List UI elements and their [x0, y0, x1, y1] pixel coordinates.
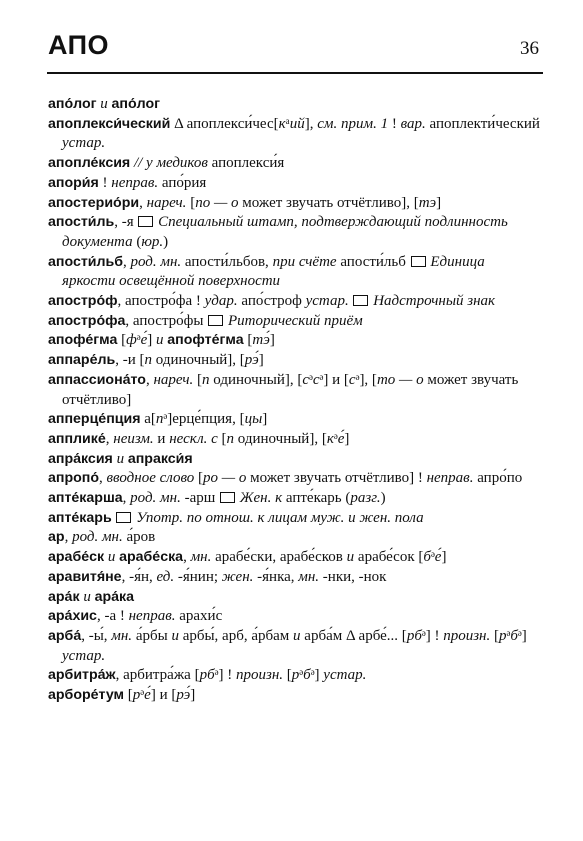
headword: арба́ — [48, 627, 82, 644]
dictionary-entry — [48, 686, 541, 706]
annotation-text: // у медиков — [130, 155, 212, 172]
entry-text: ] — [344, 430, 350, 447]
annotation-text: к — [278, 115, 286, 132]
entry-text: ! — [388, 115, 401, 132]
entry-text: , -я́н, — [121, 568, 157, 585]
annotation-text: то — о — [376, 371, 424, 388]
headword: ара́ка — [94, 588, 135, 605]
entry-text: апро́по — [473, 470, 523, 487]
annotation-text: ий — [289, 115, 305, 132]
entry-text: апо́строф — [237, 293, 306, 310]
entry-text: ] — [147, 332, 157, 349]
annotation-text: тэ́ — [252, 332, 270, 349]
entry-text: может звучать отчётливо], [ — [238, 194, 419, 211]
entry-text: одиночный], [ — [234, 430, 327, 447]
headword: апости́ль — [48, 214, 115, 231]
annotation-text: юр. — [141, 233, 164, 250]
entry-text: ], — [304, 115, 318, 132]
annotation-text: устар. — [62, 647, 106, 664]
headword: апори́я — [48, 174, 99, 191]
headword: аппаре́ль — [48, 352, 116, 369]
annotation-text: Жен. к — [236, 490, 283, 507]
annotation-text: разг. — [350, 490, 381, 507]
entry-text: [ — [186, 194, 196, 211]
entry-text: -арш — [180, 490, 220, 507]
annotation-text: удар. — [204, 293, 238, 310]
annotation-text: Употр. по отнош. к лицам муж. и жен. пола — [132, 509, 424, 526]
entry-text: , — [183, 549, 191, 566]
annotation-text: неизм. — [113, 430, 154, 447]
headword: аравитя́не — [48, 568, 122, 585]
entry-text: а́ров — [122, 529, 156, 546]
annotation-text: устар. — [62, 135, 106, 152]
entry-text: , — [105, 430, 114, 447]
entry-text: , — [99, 470, 107, 487]
definition-box-icon — [208, 315, 223, 326]
entry-text: арба́м Δ арбе́... [ — [300, 627, 407, 644]
annotation-text: п — [202, 371, 210, 388]
entry-text: , арбитра́жа [ — [115, 667, 200, 684]
dictionary-entry — [48, 489, 541, 509]
dictionary-entry — [48, 351, 541, 371]
entry-text: а[ — [140, 411, 156, 428]
entry-text: ] — [190, 687, 196, 704]
headword: апплике́ — [48, 430, 106, 447]
dictionary-entry — [48, 627, 541, 666]
entry-text: ᵊ] — [310, 667, 324, 684]
entry-text: , апостро́фы — [125, 312, 208, 329]
entry-text: [ — [490, 627, 499, 644]
annotation-text: и — [346, 549, 355, 566]
dictionary-entry — [48, 95, 541, 115]
header-rule — [47, 72, 543, 74]
annotation-text: и — [171, 627, 179, 644]
annotation-text: рб — [406, 627, 422, 644]
dictionary-entry — [48, 154, 541, 174]
dictionary-entry — [48, 548, 541, 568]
headword: арбитра́ж — [48, 667, 116, 684]
entry-text — [112, 510, 116, 526]
annotation-text: мн. — [298, 568, 320, 585]
dictionary-entry — [48, 115, 541, 154]
headword: апостерио́ри — [48, 194, 140, 211]
annotation-text: п — [144, 352, 152, 369]
annotation-text: р — [291, 667, 300, 684]
entry-text: [ — [193, 371, 203, 388]
annotation-text: с — [312, 371, 320, 388]
annotation-text: с — [302, 371, 310, 388]
annotation-text: п — [155, 411, 164, 428]
entry-text: [ — [117, 332, 127, 349]
entry-text: ! — [98, 174, 112, 191]
entry-text: , -и [ — [115, 352, 145, 369]
dictionary-entry — [48, 213, 541, 252]
entry-text: ᵊ]ерце́пция, [ — [163, 411, 245, 428]
annotation-text: род. мн. — [130, 490, 181, 507]
entry-text: ( — [132, 233, 142, 250]
annotation-text: рэ́ — [176, 687, 191, 704]
entry-text: ᵃ — [285, 115, 290, 132]
entry-text: ᵊ] ! — [214, 667, 236, 684]
annotation-text: р — [499, 627, 507, 644]
annotation-text: ф — [126, 332, 137, 349]
entry-text: ) — [380, 490, 386, 507]
dictionary-entry — [48, 410, 541, 430]
annotation-text: к — [326, 430, 334, 447]
entry-text: , — [123, 253, 131, 270]
entry-text: одиночный], [ — [209, 371, 303, 388]
annotation-text: рб — [199, 667, 215, 684]
entry-text: ᵊ — [506, 627, 511, 644]
annotation-text: п — [226, 430, 235, 447]
annotation-text: мн. — [190, 549, 212, 566]
annotation-text: е́ — [140, 332, 148, 349]
annotation-text: неправ. — [111, 174, 159, 191]
dictionary-entry — [48, 194, 541, 214]
entry-text: ᵊ], [ — [355, 371, 377, 388]
annotation-text: и — [104, 549, 120, 566]
annotation-text: е́ — [337, 430, 345, 447]
entry-text: ) — [163, 233, 169, 250]
entry-text: ᵊ] и [ — [319, 371, 349, 388]
entry-text: , — [64, 529, 73, 546]
entry-text: [ — [217, 430, 227, 447]
annotation-text: вар. — [400, 115, 426, 132]
headword: апперце́пция — [48, 411, 141, 428]
headword: арборе́тум — [48, 687, 125, 704]
entry-text: ᵊ — [333, 430, 338, 447]
dictionary-entry — [48, 312, 541, 332]
entry-text: ] — [262, 411, 268, 428]
annotation-text: и — [112, 450, 128, 467]
annotation-text: тэ — [418, 194, 437, 211]
dictionary-entry — [48, 450, 541, 470]
dictionary-entry — [48, 469, 541, 489]
entry-text: ] и [ — [150, 687, 177, 704]
annotation-text: и — [79, 588, 95, 605]
entry-text: ] — [258, 352, 264, 369]
headword: апофе́гма — [48, 332, 118, 349]
dictionary-entry — [48, 568, 541, 588]
annotation-text: Специальный штамп, подтверждающий подлинность документа — [62, 214, 508, 250]
entry-text: арахи́с — [175, 608, 223, 625]
annotation-text: б — [510, 627, 518, 644]
annotation-text: Надстрочный знак — [369, 293, 496, 310]
entry-text: [ — [283, 667, 292, 684]
entry-text: ᵊ] ! — [421, 627, 444, 644]
dictionary-entry — [48, 371, 541, 410]
annotation-text: и — [96, 96, 112, 112]
headword: апостро́ф — [48, 293, 118, 310]
annotation-text: Риторический приём — [224, 312, 363, 329]
entry-text: апости́льбов, — [181, 253, 273, 270]
entry-text: может звучать отчётливо] ! — [246, 470, 427, 487]
entry-text: , -я — [114, 214, 138, 231]
entry-text: , апостро́фа ! — [117, 293, 205, 310]
annotation-text: с — [348, 371, 356, 388]
headword: ара́к — [48, 588, 80, 605]
annotation-text: б — [423, 549, 431, 566]
annotation-text: неправ. — [128, 608, 176, 625]
annotation-text: Единица яркости освещённой поверхности — [62, 253, 485, 290]
annotation-text: произн. — [443, 627, 491, 644]
annotation-text: устар. — [323, 667, 367, 684]
annotation-text: при счёте — [272, 253, 337, 270]
annotation-text: е́ — [144, 687, 151, 704]
headword: аппассиона́то — [48, 371, 146, 388]
annotation-text: б — [303, 667, 311, 684]
dictionary-entry — [48, 253, 541, 292]
entry-text: и — [153, 430, 170, 447]
annotation-text: нареч. — [153, 371, 194, 388]
headword: апропо́ — [48, 470, 100, 487]
entry-text: -нки, -нок — [319, 568, 387, 585]
annotation-text: мн. — [111, 627, 133, 644]
headword: апракси́я — [127, 450, 193, 467]
entry-text: , — [145, 371, 154, 388]
annotation-text: неправ. — [426, 470, 474, 487]
annotation-text: ро — о — [203, 470, 247, 487]
annotation-text: род. мн. — [72, 529, 123, 546]
entry-text: апте́карь ( — [282, 490, 351, 507]
annotation-text: нареч. — [146, 194, 187, 211]
headword: апо́лог — [48, 96, 97, 112]
entry-text: арбы́, арб, а́рбам — [178, 627, 294, 644]
dictionary-entry — [48, 528, 541, 548]
annotation-text: р — [132, 687, 141, 704]
headword: апо́лог — [111, 96, 161, 112]
entry-text: [ — [124, 687, 133, 704]
entry-text: -я́нка, — [253, 568, 299, 585]
dictionary-entry — [48, 666, 541, 686]
headword: арабе́ска — [119, 549, 184, 566]
entry-text: апости́льб — [336, 253, 410, 270]
dictionary-entry — [48, 607, 541, 627]
entry-text: арабе́ски, арабе́сков — [211, 549, 347, 566]
annotation-text: род. мн. — [130, 253, 182, 270]
entry-text: а́рбы — [132, 627, 172, 644]
definition-box-icon — [411, 256, 426, 267]
entry-text: Δ апоплекси́чес[ — [170, 115, 279, 132]
annotation-text: по — о — [195, 194, 239, 211]
headword: апте́карша — [48, 490, 123, 507]
headword: ар — [48, 529, 65, 546]
entry-text: апоплекти́ческий — [425, 115, 540, 132]
dictionary-entry — [48, 430, 541, 450]
entry-text: апо́рия — [158, 174, 207, 191]
dictionary-entry — [48, 331, 541, 351]
entry-text: ᵊ — [136, 332, 141, 349]
entry-text: [ — [243, 332, 253, 349]
annotation-text: нескл. с — [169, 430, 218, 447]
headword: арабе́ск — [48, 549, 105, 566]
entry-text: , -ы́, — [81, 627, 112, 644]
headword: апофте́гма — [167, 332, 244, 349]
definition-box-icon — [353, 295, 368, 306]
headword: ара́хис — [48, 608, 97, 625]
page-header-title: АПО — [48, 30, 110, 60]
dictionary-entry — [48, 509, 541, 529]
annotation-text: устар. — [305, 293, 349, 310]
entry-text: апоплекси́я — [211, 155, 285, 172]
annotation-text: рэ́ — [244, 352, 259, 369]
headword: апости́льб — [48, 253, 123, 270]
annotation-text: и — [156, 332, 164, 349]
entries-list — [48, 95, 541, 706]
definition-box-icon — [220, 492, 235, 503]
headword: апоплекси́ческий — [48, 115, 171, 132]
dictionary-entry — [48, 174, 541, 194]
entry-text: , — [139, 194, 147, 211]
annotation-text: ед. — [156, 568, 175, 585]
entry-text: [ — [194, 470, 204, 487]
definition-box-icon — [138, 216, 153, 227]
annotation-text: и — [293, 627, 301, 644]
entry-text: ᵊ] — [517, 627, 527, 644]
annotation-text: е́ — [434, 549, 442, 566]
entry-text — [349, 293, 353, 309]
annotation-text: вводное слово — [106, 470, 195, 487]
entry-text: ] — [269, 332, 275, 349]
annotation-text: произн. — [235, 667, 284, 684]
annotation-text: жен. — [221, 568, 254, 585]
annotation-text: см. прим. 1 — [317, 115, 389, 132]
entry-text: , — [122, 490, 131, 507]
page-number: 36 — [520, 38, 539, 59]
entry-text: ] — [436, 194, 442, 211]
headword: апра́ксия — [48, 450, 113, 467]
entry-text: -я́нин; — [174, 568, 222, 585]
annotation-text: цы — [244, 411, 263, 428]
entry-text: арабе́сок [ — [354, 549, 424, 566]
entry-text: ᵊ — [140, 687, 145, 704]
entry-text: ᵊ — [309, 371, 313, 388]
entry-text: ] — [441, 549, 447, 566]
definition-box-icon — [116, 512, 131, 523]
headword: апопле́ксия — [48, 155, 131, 172]
entry-text: может звучать отчётливо] — [62, 371, 519, 408]
entry-text: ᵊ — [299, 667, 304, 684]
dictionary-entry — [48, 588, 541, 608]
dictionary-entry — [48, 292, 541, 312]
entry-text: ᵊ — [430, 549, 435, 566]
headword: апте́карь — [48, 509, 112, 526]
entry-text: одиночный], [ — [152, 352, 245, 369]
headword: апостро́фа — [48, 312, 126, 329]
entry-text: , -а ! — [96, 608, 129, 625]
